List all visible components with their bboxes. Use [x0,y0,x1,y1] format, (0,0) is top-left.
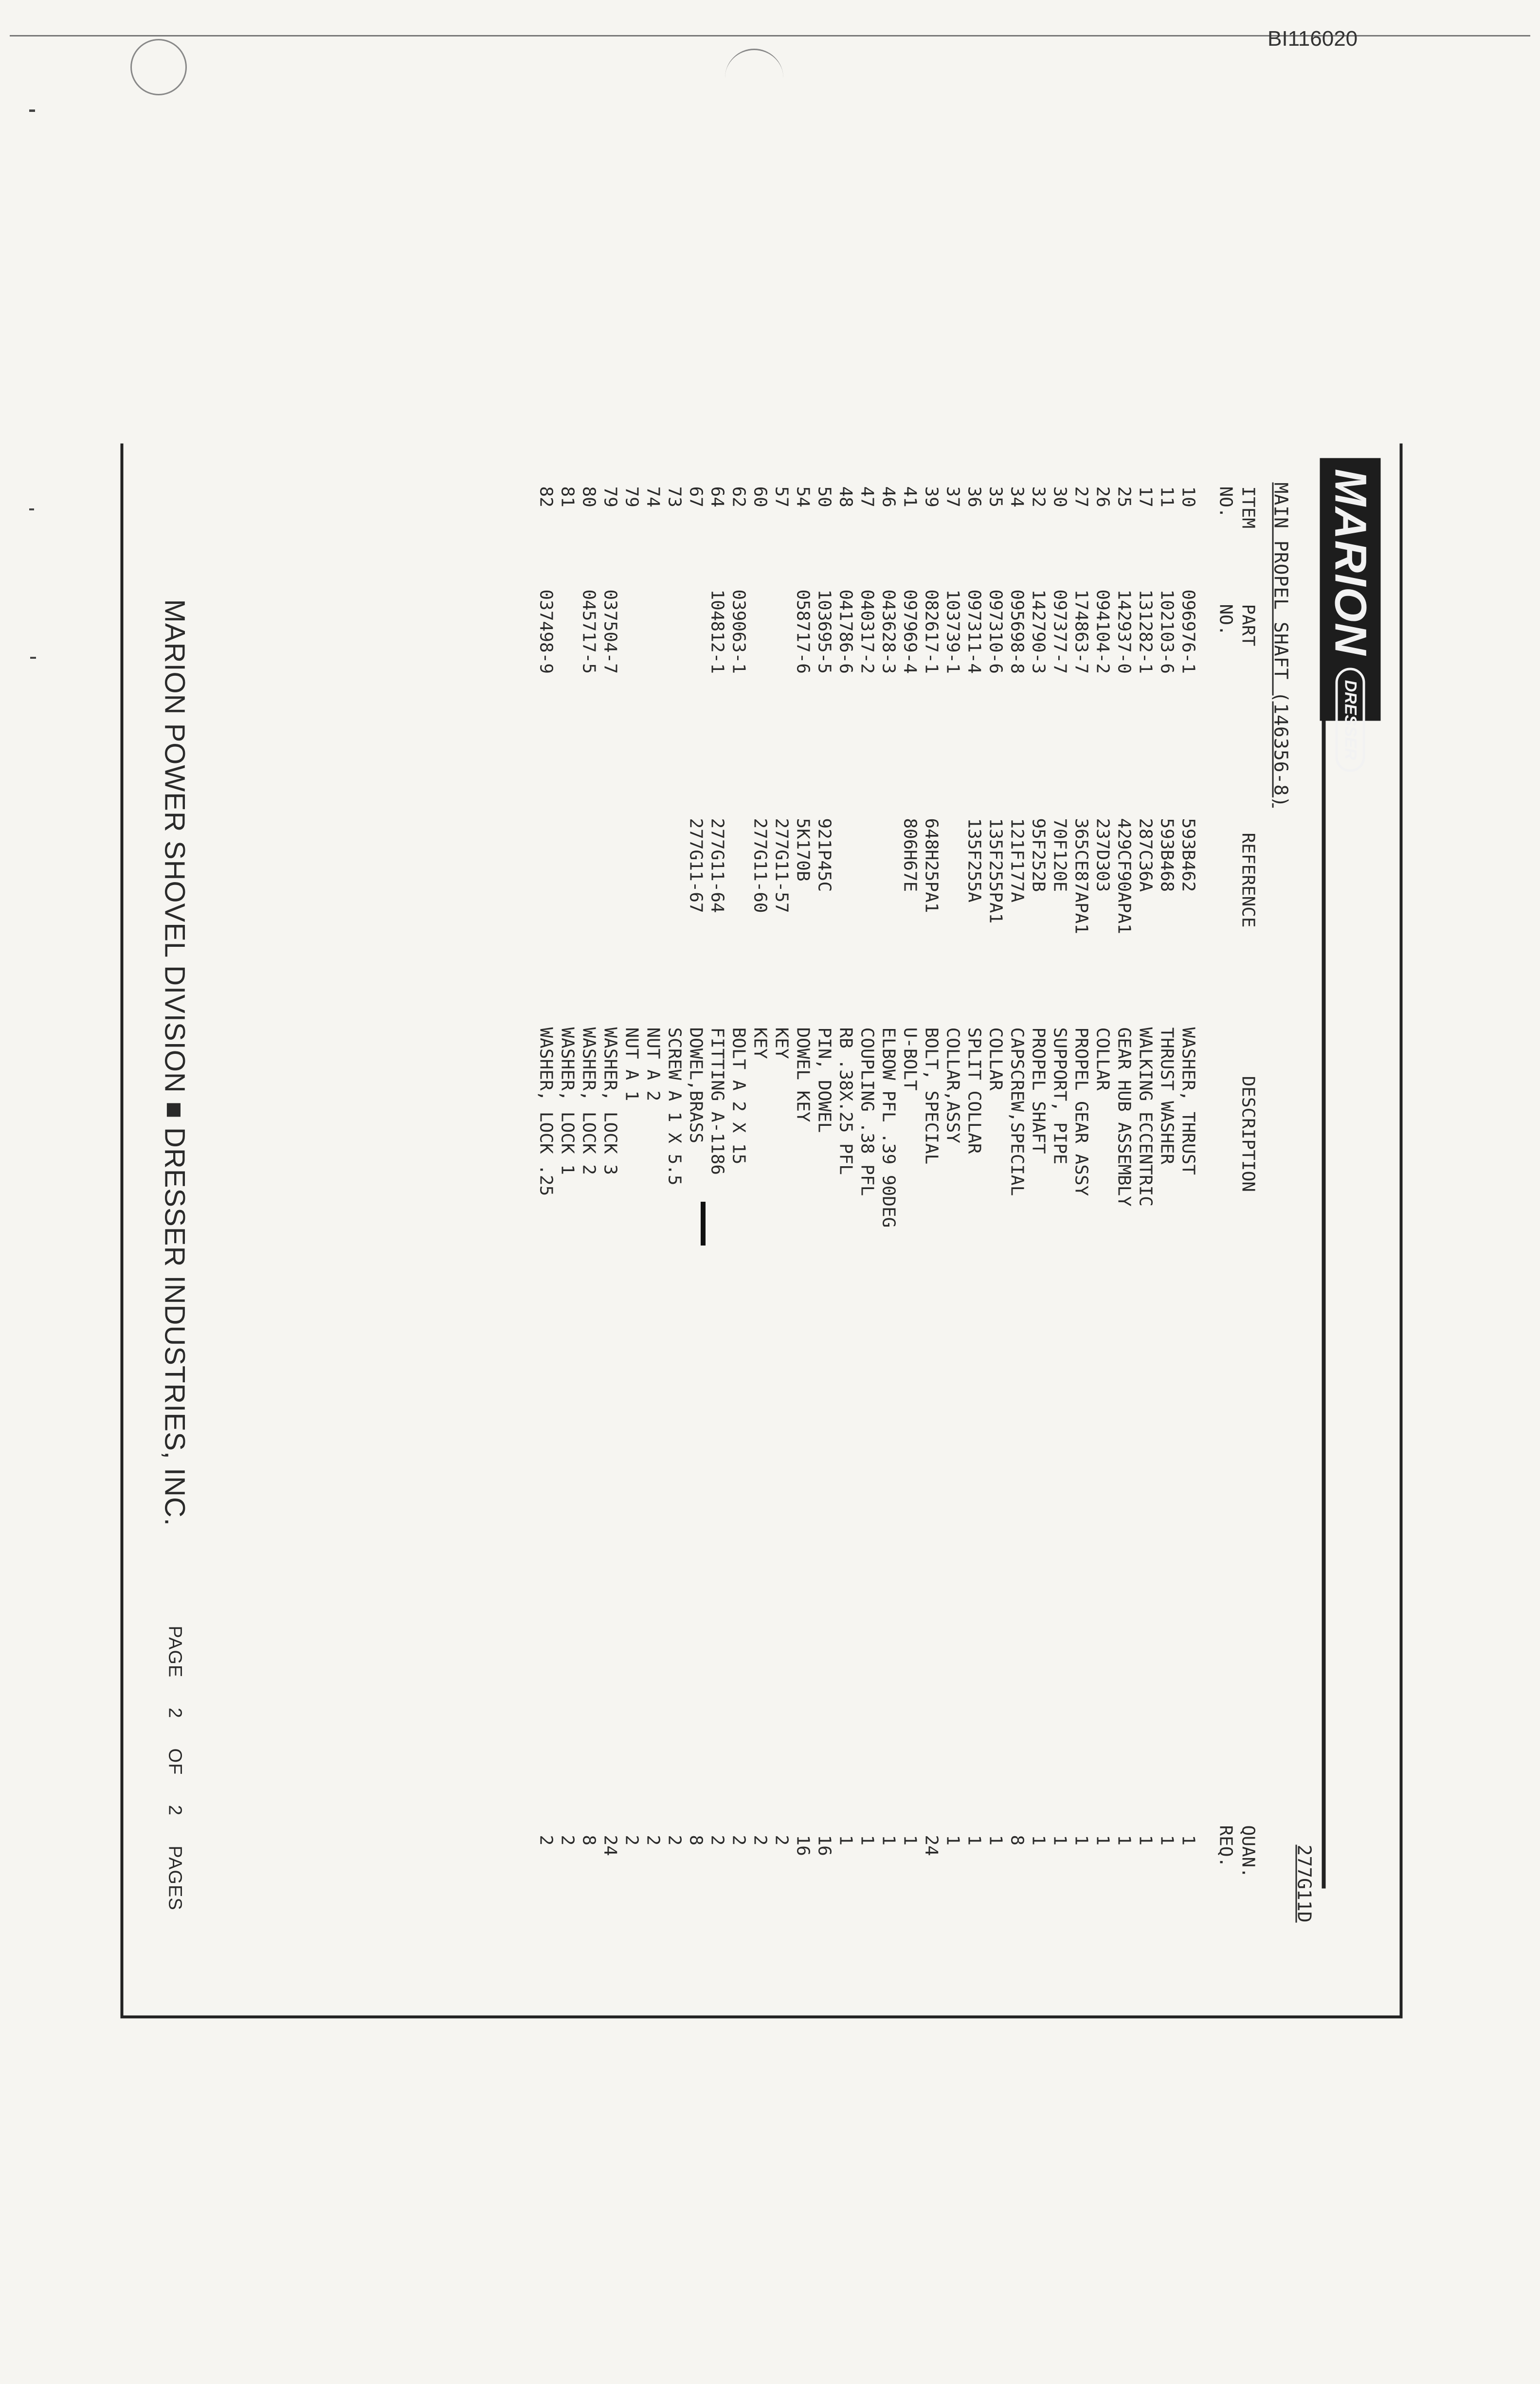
cell-item-no: 80 [579,486,599,507]
cell-part-no: 096976-1 [1178,589,1198,674]
cell-quantity: 2 [557,1835,578,1846]
cell-item-no: 73 [664,486,685,507]
cell-quantity: 8 [579,1835,599,1846]
cell-item-no: 47 [857,486,877,507]
cell-quantity: 1 [1178,1835,1198,1846]
company-footer: MARION POWER SHOVEL DIVISION ■ DRESSER INDUSTRIES, INC. [159,599,191,1526]
cell-quantity: 1 [942,1835,963,1846]
cell-quantity: 1 [835,1835,856,1846]
cell-description: U-BOLT [900,1027,920,1091]
cell-part-no: 039063-1 [728,589,749,674]
cell-part-no: 082617-1 [921,589,942,674]
cell-quantity: 1 [1135,1835,1156,1846]
cell-quantity: 16 [793,1835,813,1856]
cell-item-no: 11 [1157,486,1177,507]
cell-part-no: 097969-4 [900,589,920,674]
cell-quantity: 2 [621,1835,642,1846]
cell-description: THRUST WASHER [1157,1027,1177,1165]
cell-item-no: 39 [921,486,942,507]
cell-description: BOLT, SPECIAL [921,1027,942,1165]
cell-item-no: 26 [1092,486,1113,507]
cell-description: BOLT A 2 X 15 [728,1027,749,1165]
cell-item-no: 79 [600,486,620,507]
dresser-logo-badge: DRESSER [1336,668,1365,772]
header-quantity: QUAN. REQ. [1215,1825,1258,1878]
page-border-top [1400,444,1403,2019]
cell-part-no: 040317-2 [857,589,877,674]
cell-reference: 5K170B [793,818,813,882]
cell-description: KEY [771,1027,792,1059]
cell-quantity: 2 [707,1835,727,1846]
punch-hole-mark [130,39,187,95]
cell-part-no: 097310-6 [985,589,1006,674]
cell-item-no: 34 [1007,486,1027,507]
cell-part-no: 043628-3 [878,589,899,674]
cell-description: NUT A 2 [643,1027,663,1102]
cell-quantity: 1 [900,1835,920,1846]
cell-reference: 365CE87APA1 [1071,818,1091,934]
cell-part-no: 142790-3 [1028,589,1049,674]
cell-part-no: 094104-2 [1092,589,1113,674]
cell-quantity: 2 [643,1835,663,1846]
cell-description: PIN, DOWEL [814,1027,834,1133]
cell-description: WASHER, LOCK 1 [557,1027,578,1175]
cell-reference: 593B462 [1178,818,1198,892]
cell-quantity: 1 [1157,1835,1177,1846]
cell-quantity: 2 [771,1835,792,1846]
cell-item-no: 62 [728,486,749,507]
scan-speck [29,109,35,112]
drawing-number: 277G11D [1293,1844,1315,1923]
cell-quantity: 1 [1028,1835,1049,1846]
cell-quantity: 8 [686,1835,706,1846]
cell-item-no: 25 [1114,486,1134,507]
cell-part-no: 095698-8 [1007,589,1027,674]
cell-description: COLLAR [985,1027,1006,1091]
cell-item-no: 57 [771,486,792,507]
cell-description: SUPPORT, PIPE [1050,1027,1070,1165]
cell-reference: 806H67E [900,818,920,892]
cell-part-no: 131282-1 [1135,589,1156,674]
cell-quantity: 1 [1092,1835,1113,1846]
cell-reference: 287C36A [1135,818,1156,892]
cell-reference: 277G11-57 [771,818,792,913]
cell-description: GEAR HUB ASSEMBLY [1114,1027,1134,1207]
cell-description: KEY [750,1027,770,1059]
cell-item-no: 48 [835,486,856,507]
cell-reference: 95F252B [1028,818,1049,892]
cell-item-no: 64 [707,486,727,507]
cell-item-no: 27 [1071,486,1091,507]
document-id: BI116020 [1268,27,1358,51]
cell-item-no: 79 [621,486,642,507]
cell-item-no: 10 [1178,486,1198,507]
cell-reference: 921P45C [814,818,834,892]
cell-description: WASHER, LOCK .25 [536,1027,556,1196]
cell-part-no: 045717-5 [579,589,599,674]
cell-description: DOWEL KEY [793,1027,813,1122]
cell-part-no: 142937-0 [1114,589,1134,674]
cell-reference: 277G11-64 [707,818,727,913]
cell-part-no: 102103-6 [1157,589,1177,674]
cell-description: PROPEL GEAR ASSY [1071,1027,1091,1196]
cell-quantity: 2 [728,1835,749,1846]
cell-quantity: 8 [1007,1835,1027,1846]
cell-item-no: 54 [793,486,813,507]
header-part-no: PART NO. [1215,604,1258,647]
cell-item-no: 37 [942,486,963,507]
cell-item-no: 50 [814,486,834,507]
cell-item-no: 30 [1050,486,1070,507]
marion-dresser-logo [1320,458,1381,760]
cell-reference: 277G11-67 [686,818,706,913]
cell-part-no: 041786-6 [835,589,856,674]
cell-reference: 593B468 [1157,818,1177,892]
cell-reference: 648H25PA1 [921,818,942,913]
cell-part-no: 103739-1 [942,589,963,674]
cell-item-no: 67 [686,486,706,507]
cell-quantity: 16 [814,1835,834,1856]
page-border-right [121,2016,1403,2019]
cell-description: CAPSCREW,SPECIAL [1007,1027,1027,1196]
parts-list-page [121,444,1403,2019]
marion-logo-text: MARION [1325,469,1376,656]
cell-description: FITTING A-1186 [707,1027,727,1175]
cell-item-no: 32 [1028,486,1049,507]
cell-description: SPLIT COLLAR [964,1027,984,1154]
cell-quantity: 24 [921,1835,942,1856]
cell-description: COUPLING .38 PFL [857,1027,877,1196]
cell-description: COLLAR,ASSY [942,1027,963,1143]
cell-item-no: 17 [1135,486,1156,507]
cell-quantity: 1 [1114,1835,1134,1846]
assembly-title: MAIN PROPEL SHAFT (146356-8) [1270,482,1292,808]
cell-part-no: 097311-4 [964,589,984,674]
cell-description: NUT A 1 [621,1027,642,1102]
cell-item-no: 82 [536,486,556,507]
cell-quantity: 2 [750,1835,770,1846]
cell-quantity: 1 [964,1835,984,1846]
cell-description: COLLAR [1092,1027,1113,1091]
cell-reference: 70F120E [1050,818,1070,892]
cell-item-no: 60 [750,486,770,507]
cell-part-no: 037498-9 [536,589,556,674]
cell-quantity: 1 [1071,1835,1091,1846]
cell-part-no: 037504-7 [600,589,620,674]
cell-reference: 277G11-60 [750,818,770,913]
cell-reference: 121F177A [1007,818,1027,903]
cell-quantity: 2 [536,1835,556,1846]
cell-part-no: 104812-1 [707,589,727,674]
cell-description: WALKING ECCENTRIC [1135,1027,1156,1207]
cell-quantity: 1 [985,1835,1006,1846]
cell-item-no: 81 [557,486,578,507]
header-item-no: ITEM NO. [1215,486,1258,529]
cell-description: SCREW A 1 X 5.5 [664,1027,685,1186]
header-rule [1322,721,1326,1889]
cell-item-no: 35 [985,486,1006,507]
page-border-bottom [121,444,124,2019]
header-description: DESCRIPTION [1238,1076,1258,1192]
cell-reference: 429CF90APA1 [1114,818,1134,934]
cell-quantity: 2 [664,1835,685,1846]
cell-reference: 237D303 [1092,818,1113,892]
header-reference: REFERENCE [1238,832,1258,928]
cell-reference: 135F255PA1 [985,818,1006,924]
cell-quantity: 1 [878,1835,899,1846]
cell-description: PROPEL SHAFT [1028,1027,1049,1154]
cell-item-no: 74 [643,486,663,507]
cell-item-no: 41 [900,486,920,507]
cell-quantity: 1 [1050,1835,1070,1846]
cell-description: ELBOW PFL .39 90DEG [878,1027,899,1228]
cell-description: WASHER, THRUST [1178,1027,1198,1175]
cell-description: WASHER, LOCK 3 [600,1027,620,1175]
scan-speck [29,508,34,510]
cell-item-no: 46 [878,486,899,507]
scan-speck [30,657,36,659]
scan-arc-mark [725,49,783,79]
cell-description: RB .38X.25 PFL [835,1027,856,1175]
cell-part-no: 097377-7 [1050,589,1070,674]
cell-description: DOWEL,BRASS [686,1027,706,1143]
page-number: PAGE 2 OF 2 PAGES [164,1625,185,1911]
cell-description: WASHER, LOCK 2 [579,1027,599,1175]
cell-reference: 135F255A [964,818,984,903]
cell-item-no: 36 [964,486,984,507]
cell-part-no: 058717-6 [793,589,813,674]
cell-quantity: 1 [857,1835,877,1846]
cell-quantity: 24 [600,1835,620,1856]
cell-part-no: 174863-7 [1071,589,1091,674]
cell-part-no: 103695-5 [814,589,834,674]
